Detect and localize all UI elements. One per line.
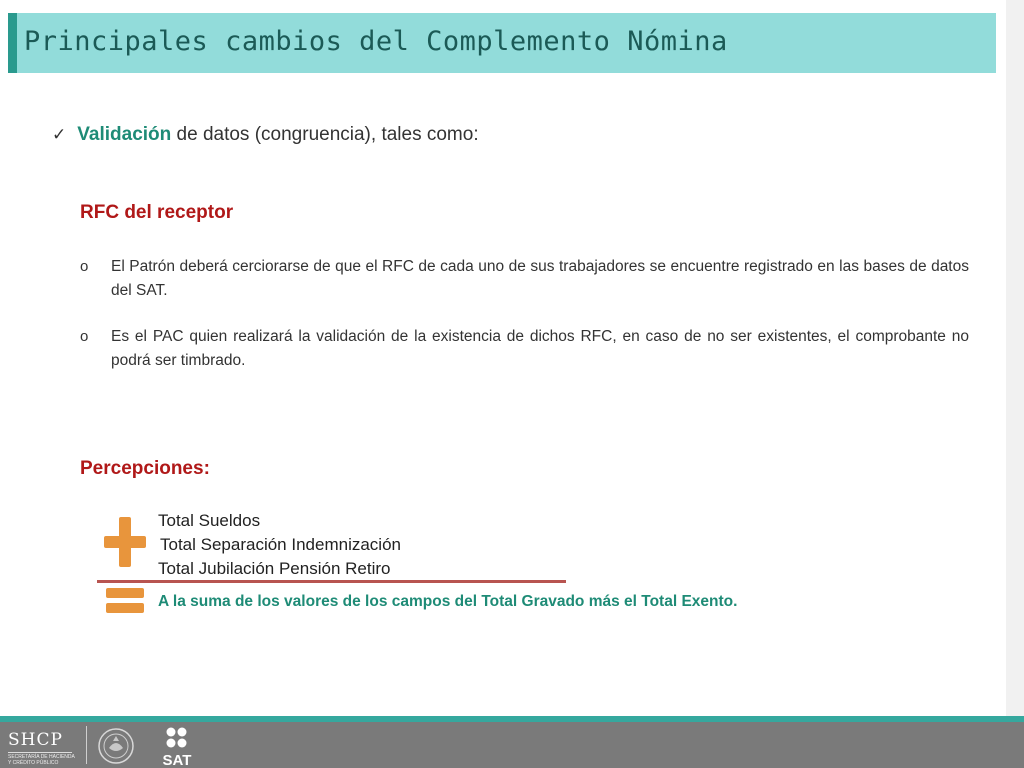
sat-logo (154, 726, 200, 768)
sat-wordmark: SAT (162, 752, 192, 768)
right-edge-strip (1006, 0, 1024, 716)
percepcion-item-sueldos: Total Sueldos (158, 511, 261, 530)
intro-text: de datos (congruencia), tales como: (171, 124, 479, 145)
rfc-heading: RFC del receptor (80, 202, 234, 223)
shcp-wordmark: SHCP (8, 730, 63, 750)
percepcion-item-separacion: Total Separación Indemnización (160, 535, 401, 554)
shcp-logo (8, 730, 78, 766)
bullet-marker: o (80, 258, 89, 275)
bullet-item (80, 255, 969, 303)
shcp-subtitle: SECRETARÍA DE HACIENDA Y CRÉDITO PÚBLICO (8, 754, 75, 766)
title-accent-bar (8, 13, 17, 73)
intro-emphasis: Validación (77, 124, 172, 145)
percepciones-heading: Percepciones: (80, 458, 210, 479)
bullet-marker: o (80, 328, 89, 345)
plus-icon (104, 517, 146, 567)
equals-icon (106, 588, 144, 614)
sum-divider (97, 580, 566, 583)
sum-result-text: A la suma de los valores de los campos del Total Gravado más el Total Exento. (158, 593, 738, 610)
national-seal-icon (96, 726, 136, 766)
bullet-item (80, 325, 969, 373)
footer-divider (86, 726, 87, 764)
check-icon: ✓ (52, 125, 67, 144)
page-title: Principales cambios del Complemento Nómina (24, 26, 728, 57)
bullet-text: Es el PAC quien realizará la validación de la existencia de dichos RFC, en caso de no ser existentes, el comprobante no podrá ser timbrado. (111, 328, 969, 369)
bullet-text: El Patrón deberá cerciorarse de que el RFC de cada uno de sus trabajadores se encuentre registrado en las bases de datos del SAT. (111, 258, 969, 299)
intro-line (52, 124, 479, 146)
percepcion-item-jubilacion: Total Jubilación Pensión Retiro (158, 559, 391, 578)
